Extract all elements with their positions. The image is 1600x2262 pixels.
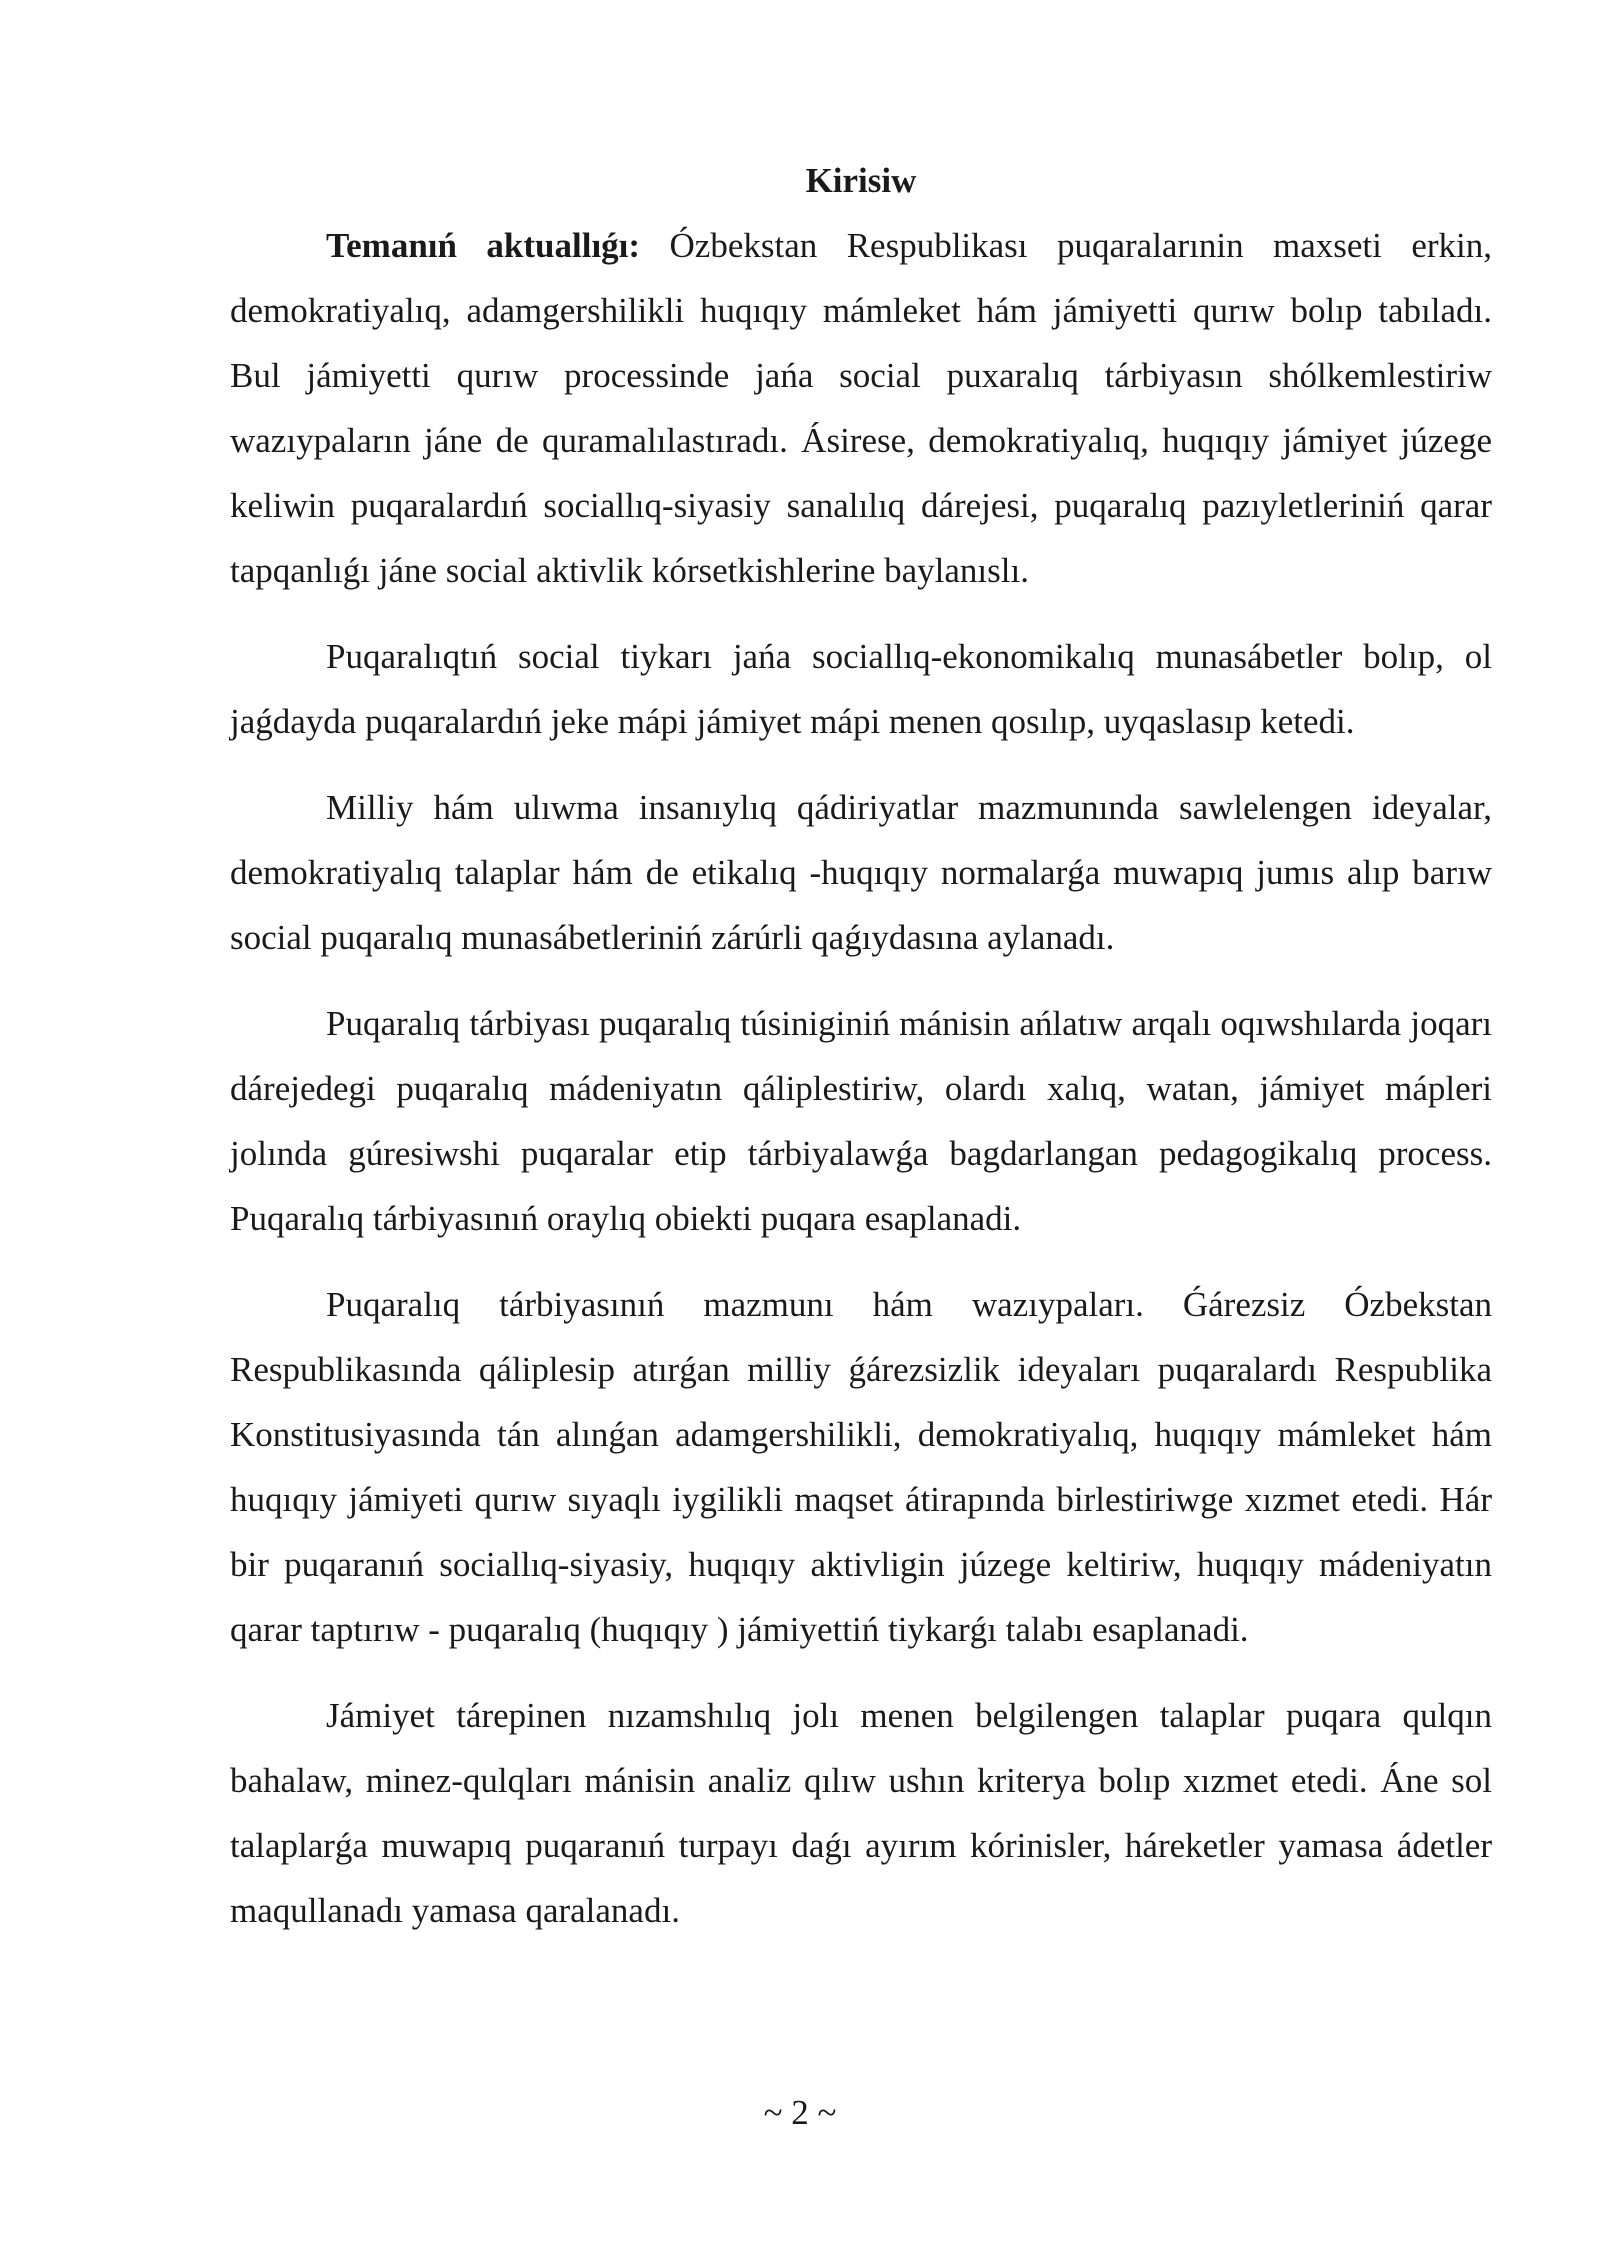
- paragraph-text: Milliy hám ulıwma insanıylıq qádiriyatlar mazmunında sawlelengen ideyalar, demokratiyalıq talaplar hám de etikalıq -huqıqıy normalarǵa muwapıq jumıs alıp barıw social puqaralıq munasábetleriniń zárúrli qaǵıydasına aylanadı.: [230, 788, 1492, 957]
- paragraph-topic-relevance: [230, 213, 1492, 603]
- paragraph: [230, 1272, 1492, 1662]
- paragraph-text: Ózbekstan Respublikası puqaralarınin maxseti erkin, demokratiyalıq, adamgershilikli huqıqıy mámleket hám jámiyetti qurıw bolıp tabıladı. Bul jámiyetti qurıw processinde jańa social puxaralıq tárbiyasın shólkemlestiriw wazıypaların jáne de quramalılastıradı. Ásirese, demokratiyalıq, huqıqıy jámiyet júzege keliwin puqaralardıń sociallıq-siyasiy sanalılıq dárejesi, puqaralıq pazıyletleriniń qarar tapqanlıǵı jáne social aktivlik kórsetkishlerine baylanıslı.: [230, 226, 1492, 590]
- paragraph: [230, 775, 1492, 970]
- paragraph-lead: Temanıń aktuallıǵı:: [326, 226, 641, 265]
- page-number: ~ 2 ~: [763, 2093, 837, 2132]
- paragraph-text: Puqaralıq tárbiyasınıń mazmunı hám wazıypaları. Ǵárezsiz Ózbekstan Respublikasında qáliplesip atırǵan milliy ǵárezsizlik ideyaları puqaralardı Respublika Konstitusiyasında tán alınǵan adamgershilikli, demokratiyalıq, huqıqıy mámleket hám huqıqıy jámiyeti qurıw sıyaqlı iygilikli maqset átirapında birlestiriwge xızmet etedi. Hár bir puqaranıń sociallıq-siyasiy, huqıqıy aktivligin júzege keltiriw, huqıqıy mádeniyatın qarar taptırıw - puqaralıq (huqıqıy ) jámiyettiń tiykarǵı talabı esaplanadi.: [230, 1285, 1492, 1649]
- page-body: [230, 148, 1492, 1943]
- paragraph: [230, 624, 1492, 754]
- section-title: Kirisiw: [805, 161, 917, 200]
- paragraph: [230, 991, 1492, 1251]
- paragraph: [230, 1683, 1492, 1943]
- paragraph-text: Jámiyet tárepinen nızamshılıq jolı menen belgilengen talaplar puqara qulqın bahalaw, minez-qulqları mánisin analiz qılıw ushın kriterya bolıp xızmet etedi. Áne sol talaplarǵa muwapıq puqaranıń turpayı daǵı ayırım kórinisler, háreketler yamasa ádetler maqullanadı yamasa qaralanadı.: [230, 1696, 1492, 1930]
- paragraph-text: Puqaralıq tárbiyası puqaralıq túsiniginiń mánisin ańlatıw arqalı oqıwshılarda joqarı dárejedegi puqaralıq mádeniyatın qáliplestiriw, olardı xalıq, watan, jámiyet mápleri jolında gúresiwshi puqaralar etip tárbiyalawǵa bagdarlangan pedagogikalıq process. Puqaralıq tárbiyasınıń oraylıq obiekti puqara esaplanadi.: [230, 1004, 1492, 1238]
- paragraph-text: Puqaralıqtıń social tiykarı jańa sociallıq-ekonomikalıq munasábetler bolıp, ol jaǵdayda puqaralardıń jeke mápi jámiyet mápi menen qosılıp, uyqaslasıp ketedi.: [230, 637, 1492, 741]
